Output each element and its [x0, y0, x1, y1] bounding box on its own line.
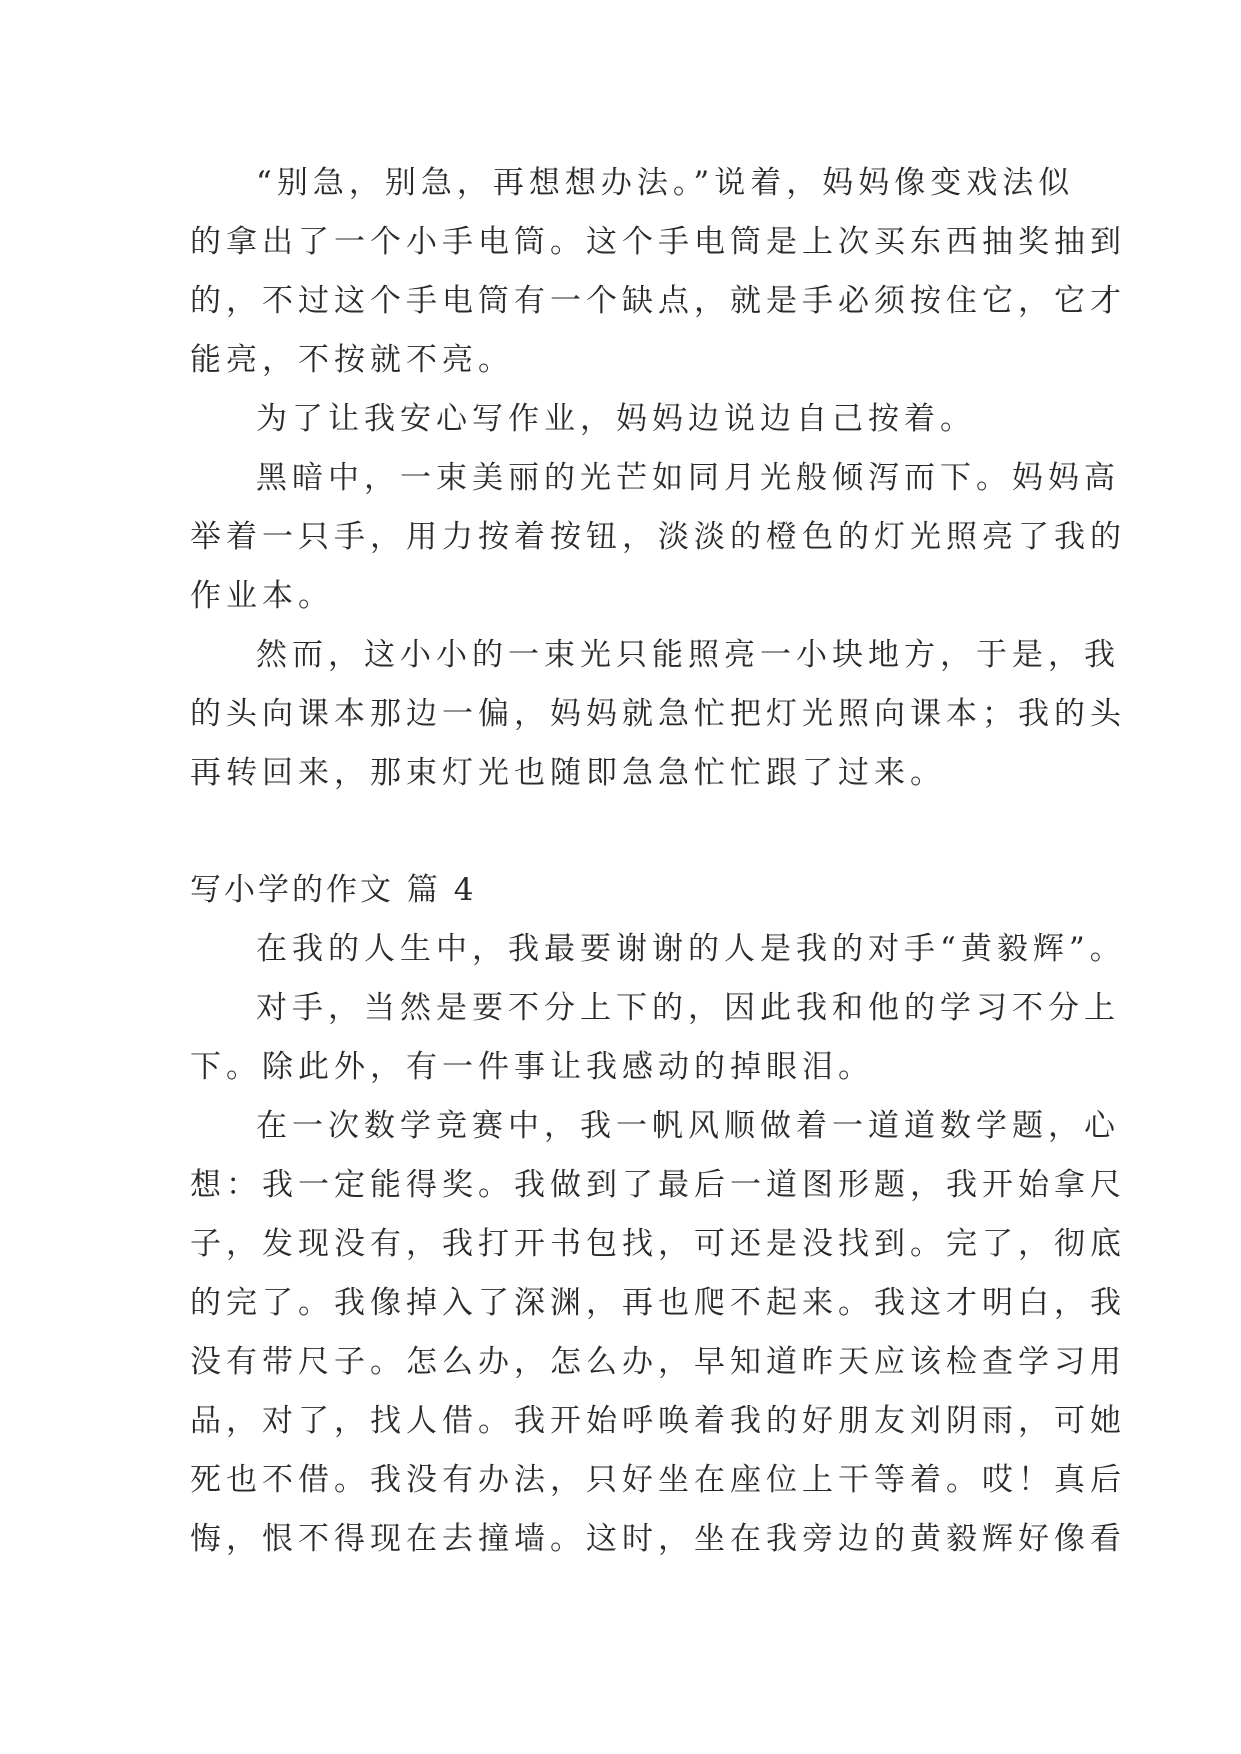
text-line: 对手，当然是要不分上下的，因此我和他的学习不分上: [256, 990, 1120, 1026]
text-line: 子，发现没有，我打开书包找，可还是没找到。完了，彻底: [190, 1226, 1126, 1262]
text-line: 举着一只手，用力按着按钮，淡淡的橙色的灯光照亮了我的: [190, 519, 1126, 555]
text-line: 没有带尺子。怎么办，怎么办，早知道昨天应该检查学习用: [190, 1344, 1126, 1380]
text-line: 黑暗中，一束美丽的光芒如同月光般倾泻而下。妈妈高: [256, 460, 1120, 496]
text-line: 在我的人生中，我最要谢谢的人是我的对手“黄毅辉”。: [256, 931, 1126, 967]
text-line: 品，对了，找人借。我开始呼唤着我的好朋友刘阴雨，可她: [190, 1403, 1126, 1439]
text-line: 下。除此外，有一件事让我感动的掉眼泪。: [190, 1049, 874, 1085]
paragraph: [190, 979, 1120, 1097]
text-line: 悔，恨不得现在去撞墙。这时，坐在我旁边的黄毅辉好像看: [190, 1521, 1126, 1557]
document-body: [190, 154, 1126, 1569]
text-line: 作业本。: [190, 578, 334, 614]
paragraph: [190, 390, 1060, 449]
text-line: 的拿出了一个小手电筒。这个手电筒是上次买东西抽奖抽到: [190, 224, 1126, 260]
section-spacer: [190, 803, 1060, 861]
section-2: [190, 861, 1126, 1569]
text-line: 能亮，不按就不亮。: [190, 342, 514, 378]
paragraph: [190, 1097, 1126, 1569]
text-line: 想：我一定能得奖。我做到了最后一道图形题，我开始拿尺: [190, 1167, 1126, 1203]
paragraph: [190, 920, 1126, 979]
text-line: 死也不借。我没有办法，只好坐在座位上干等着。哎！真后: [190, 1462, 1126, 1498]
text-line: “别急，别急，再想想办法。”说着，妈妈像变戏法似: [256, 165, 1075, 201]
paragraph: [190, 626, 1126, 803]
text-line: 再转回来，那束灯光也随即急急忙忙跟了过来。: [190, 755, 946, 791]
text-line: 为了让我安心写作业，妈妈边说边自己按着。: [256, 401, 976, 437]
text-line: 的，不过这个手电筒有一个缺点，就是手必须按住它，它才: [190, 283, 1126, 319]
text-line: 在一次数学竞赛中，我一帆风顺做着一道道数学题，心: [256, 1108, 1120, 1144]
text-line: 的头向课本那边一偏，妈妈就急忙把灯光照向课本；我的头: [190, 696, 1126, 732]
paragraph: [190, 154, 1126, 390]
text-line: 然而，这小小的一束光只能照亮一小块地方，于是，我: [256, 637, 1120, 673]
text-line: 的完了。我像掉入了深渊，再也爬不起来。我这才明白，我: [190, 1285, 1126, 1321]
section-1: [190, 154, 1126, 803]
paragraph: [190, 449, 1126, 626]
section-heading: 写小学的作文 篇 4: [190, 872, 477, 908]
